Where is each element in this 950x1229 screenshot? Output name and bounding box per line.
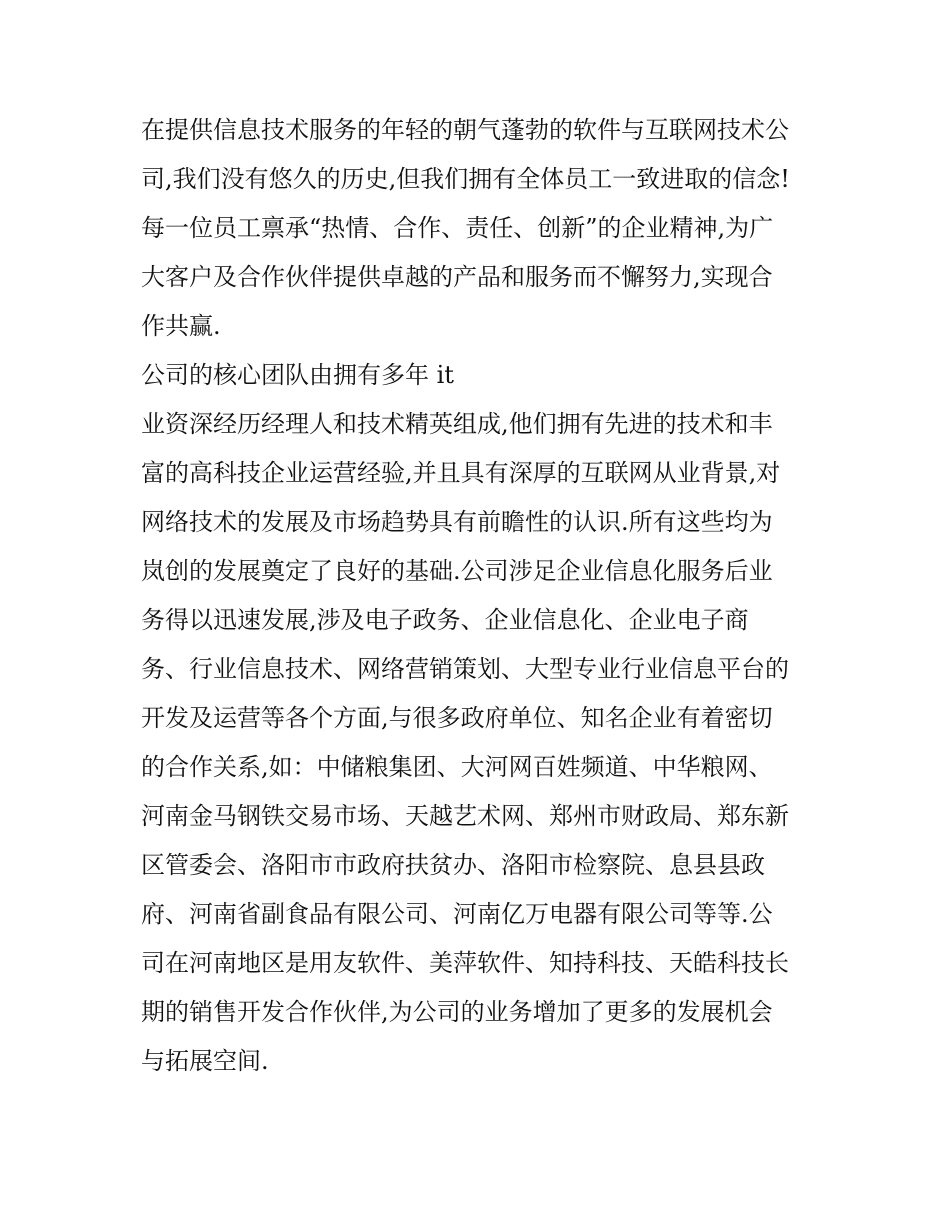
text-line: 府、河南省副食品有限公司、河南亿万电器有限公司等等.公 [141, 900, 773, 928]
text-line: 期的销售开发合作伙伴,为公司的业务增加了更多的发展机会 [141, 998, 773, 1026]
text-line: 大客户及合作伙伴提供卓越的产品和服务而不懈努力,实现合 [141, 263, 773, 291]
text-line: 司在河南地区是用友软件、美萍软件、知持科技、天皓科技长 [141, 949, 789, 977]
text-line: 与拓展空间. [141, 1047, 269, 1075]
text-line: 富的高科技企业运营经验,并且具有深厚的互联网从业背景,对 [141, 459, 781, 487]
text-line: 的合作关系,如：中储粮集团、大河网百姓频道、中华粮网、 [141, 753, 773, 781]
text-line: 岚创的发展奠定了良好的基础.公司涉足企业信息化服务后业 [141, 557, 773, 585]
text-line: 司,我们没有悠久的历史,但我们拥有全体员工一致进取的信念! [141, 165, 790, 193]
text-line: 每一位员工禀承“热情、合作、责任、创新”的企业精神,为广 [141, 214, 774, 242]
text-line: 业资深经历经理人和技术精英组成,他们拥有先进的技术和丰 [141, 410, 773, 438]
text-line: 务、行业信息技术、网络营销策划、大型专业行业信息平台的 [141, 655, 789, 683]
text-line: 公司的核心团队由拥有多年 it [141, 361, 454, 389]
text-line: 开发及运营等各个方面,与很多政府单位、知名企业有着密切 [141, 704, 773, 732]
body-text [141, 106, 841, 1086]
text-line: 作共赢. [141, 312, 221, 340]
text-line: 网络技术的发展及市场趋势具有前瞻性的认识.所有这些均为 [141, 508, 773, 536]
text-line: 在提供信息技术服务的年轻的朝气蓬勃的软件与互联网技术公 [141, 116, 789, 144]
text-line: 河南金马钢铁交易市场、天越艺术网、郑州市财政局、郑东新 [141, 802, 789, 830]
text-line: 务得以迅速发展,涉及电子政务、企业信息化、企业电子商 [141, 606, 749, 634]
text-line: 区管委会、洛阳市市政府扶贫办、洛阳市检察院、息县县政 [141, 851, 765, 879]
